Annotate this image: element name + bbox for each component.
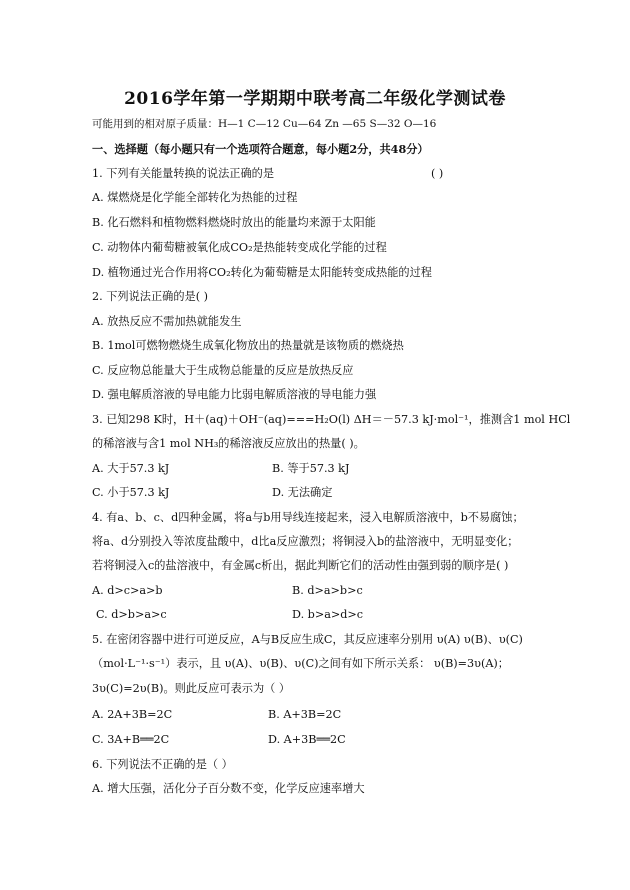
question-5-option-b: B. A+3B=2C	[268, 708, 342, 721]
question-4-line-3: 若将铜浸入c的盐溶液中，有金属c析出，据此判断它们的活动性由强到弱的顺序是( )	[92, 559, 509, 572]
question-3-option-a: A. 大于57.3 kJ	[92, 462, 170, 475]
question-6-option-a: A. 增大压强，活化分子百分数不变，化学反应速率增大	[92, 782, 365, 795]
question-3-option-b: B. 等于57.3 kJ	[272, 462, 350, 475]
question-5-option-d: D. A+3B══2C	[268, 733, 346, 746]
question-1-option-b: B. 化石燃料和植物燃料燃烧时放出的能量均来源于太阳能	[92, 216, 376, 229]
question-1-answer-paren: ( )	[431, 167, 444, 180]
question-4-option-a: A. d>c>a>b	[92, 584, 163, 597]
question-2-option-a: A. 放热反应不需加热就能发生	[92, 315, 242, 328]
question-4-option-b: B. d>a>b>c	[292, 584, 363, 597]
question-4-line-1: 4. 有a、b、c、d四种金属，将a与b用导线连接起来，浸入电解质溶液中，b不易腐蚀；	[92, 511, 524, 524]
question-4-option-d: D. b>a>d>c	[292, 608, 364, 621]
question-3-option-c: C. 小于57.3 kJ	[92, 486, 170, 499]
page-title: 2016学年第一学期期中联考高二年级化学测试卷	[124, 89, 506, 109]
question-3-line-1: 3. 已知298 K时，H＋(aq)＋OH⁻(aq)===H₂O(l) ΔH＝－57.3 kJ·mol⁻¹，推测含1 mol HCl	[92, 413, 571, 426]
question-4-option-c: C. d>b>a>c	[96, 608, 167, 621]
question-2-option-b: B. 1mol可燃物燃烧生成氧化物放出的热量就是该物质的燃烧热	[92, 339, 404, 352]
question-1-option-c: C. 动物体内葡萄糖被氧化成CO₂是热能转变成化学能的过程	[92, 241, 387, 254]
question-3-option-d: D. 无法确定	[272, 486, 333, 499]
question-3-line-2: 的稀溶液与含1 mol NH₃的稀溶液反应放出的热量( )。	[92, 437, 365, 450]
question-2-stem: 2. 下列说法正确的是( )	[92, 290, 209, 303]
question-5-line-2: （mol·L⁻¹·s⁻¹）表示，且 υ(A)、υ(B)、υ(C)之间有如下所示关系： υ(B)=3υ(A)；	[92, 657, 509, 670]
question-1-option-a: A. 煤燃烧是化学能全部转化为热能的过程	[92, 191, 298, 204]
question-2-option-c: C. 反应物总能量大于生成物总能量的反应是放热反应	[92, 364, 354, 377]
question-4-line-2: 将a、d分别投入等浓度盐酸中，d比a反应激烈；将铜浸入b的盐溶液中，无明显变化；	[92, 535, 519, 548]
section-heading: 一、选择题（每小题只有一个选项符合题意，每小题2分，共48分）	[92, 142, 429, 156]
question-6-stem: 6. 下列说法不正确的是（ ）	[92, 758, 233, 771]
question-1-option-d: D. 植物通过光合作用将CO₂转化为葡萄糖是太阳能转变成热能的过程	[92, 266, 432, 279]
atomic-masses-note: 可能用到的相对原子质量：H—1 C—12 Cu—64 Zn —65 S—32 O—16	[92, 118, 437, 130]
question-1-stem: 1. 下列有关能量转换的说法正确的是	[92, 167, 275, 180]
question-5-line-1: 5. 在密闭容器中进行可逆反应，A与B反应生成C，其反应速率分别用 υ(A) υ(B)、υ(C)	[92, 633, 523, 646]
question-5-option-c: C. 3A+B══2C	[92, 733, 170, 746]
question-5-line-3: 3υ(C)=2υ(B)。则此反应可表示为（ ）	[92, 682, 291, 695]
question-5-option-a: A. 2A+3B=2C	[92, 708, 173, 721]
question-2-option-d: D. 强电解质溶液的导电能力比弱电解质溶液的导电能力强	[92, 388, 377, 401]
